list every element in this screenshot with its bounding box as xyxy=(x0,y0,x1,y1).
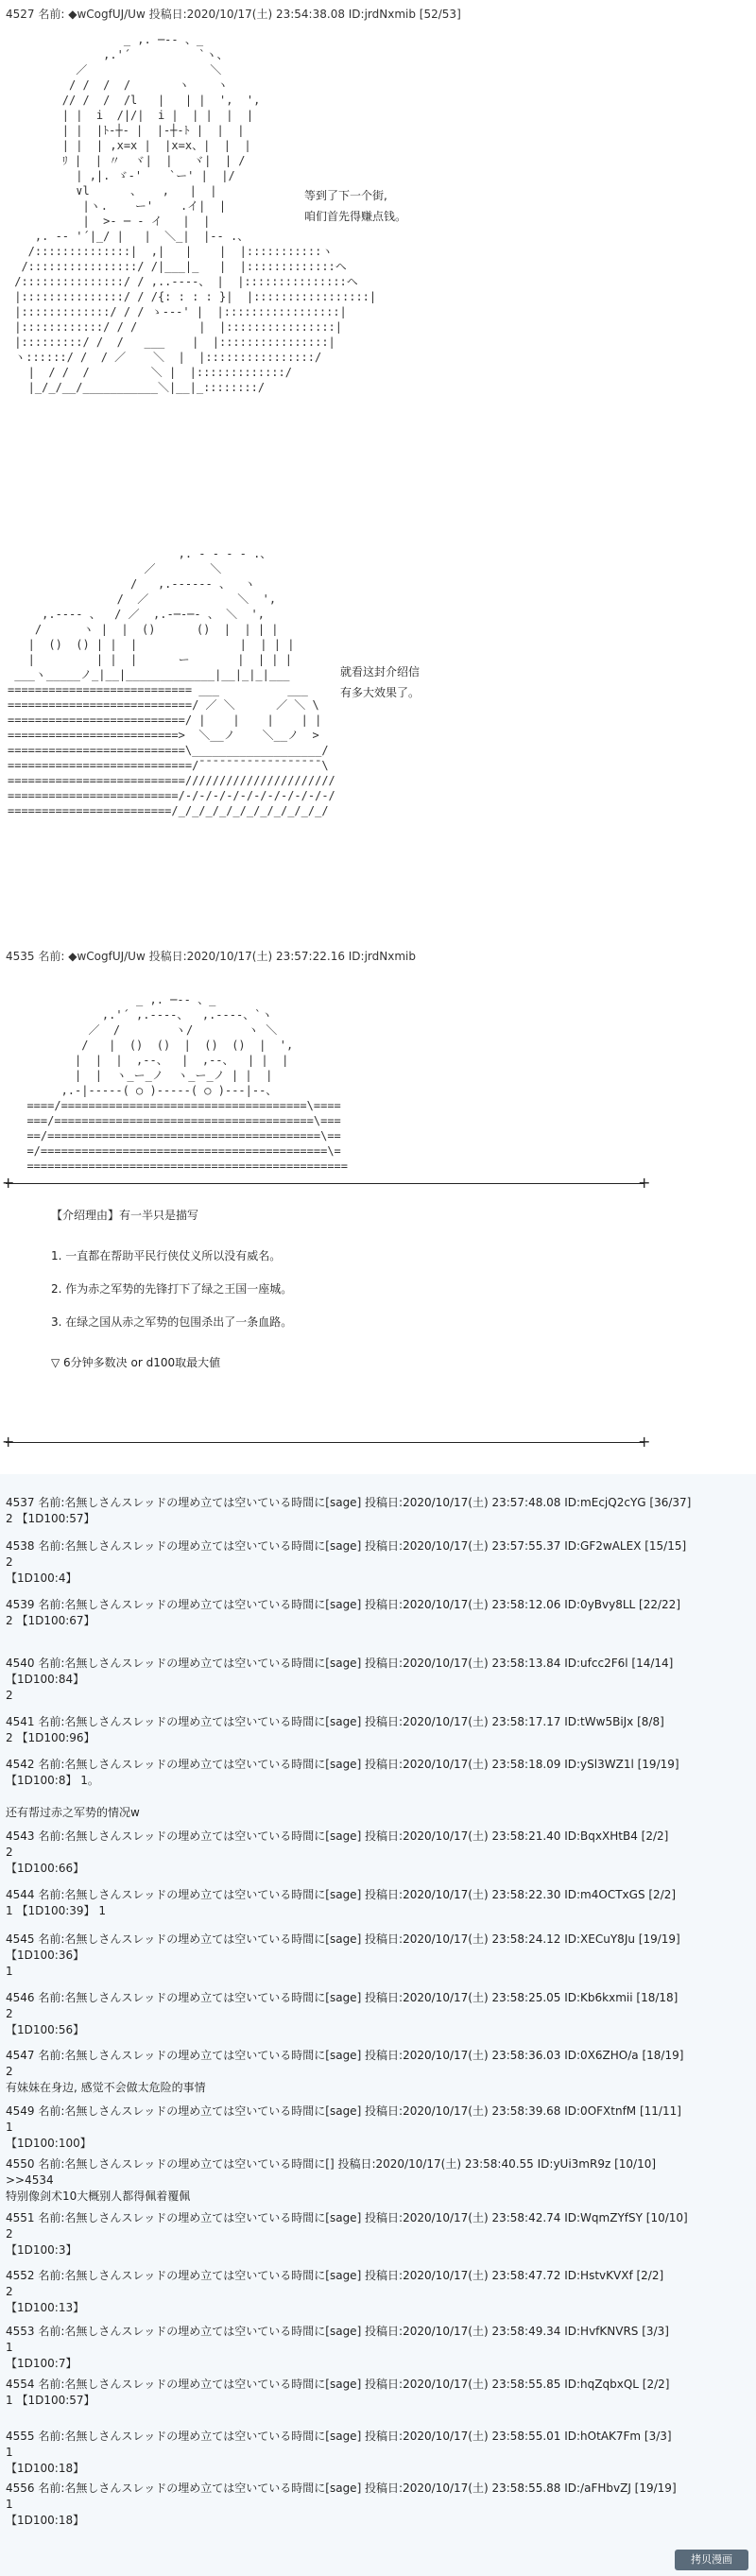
vote-reply-body-line: 【1D100:18】 xyxy=(6,2462,85,2475)
vote-reply-body-line: 1 xyxy=(6,2121,13,2134)
vote-reply xyxy=(6,1714,664,1746)
vote-reply xyxy=(6,1829,668,1877)
vote-reply-body-line: 1 【1D100:39】 1 xyxy=(6,1904,106,1917)
vote-reply-body-line: 【1D100:3】 xyxy=(6,2243,77,2257)
separator-plus-left: + xyxy=(2,1174,15,1192)
vote-reply-body-line: 还有帮过赤之军势的情况w xyxy=(6,1806,140,1819)
vote-reply-body-line: 2 xyxy=(6,2227,13,2241)
ascii-art-character-2: ,. - ‐ ‐ - .、 ／ ＼ / ,.‐‐‐‐‐- 、 ヽ / ／ ＼ ', ,.-‐‐- 、 / ／ ,.-─‐─- 、 ＼ ', / ヽ | | () () | | | | | () () | | | | | | | | | | | ー | | | | ___ヽ_____ノ_|__|_____________|__|_|_|___ =========================== ___ ___ ===========================/ ／ ＼ ／ ＼ \ ==========================/ | | | | | =========================> ＼__ノ ＼__ノ > ==========================\___________________/ ===========================/¯¯¯¯¯¯¯¯¯¯¯¯¯¯¯¯¯¯\ ==========================////////////////////// =========================/-/-/-/-/-/-/-/-/-/-/-/ ========================/_/_/_/_/_/_/_/_/_/_/_/ xyxy=(8,547,335,817)
vote-reply-body-line: 2 xyxy=(6,1689,13,1702)
vote-reply-body-line: 有妹妹在身边, 感觉不会做太危险的事情 xyxy=(6,2081,206,2094)
vote-reply-header: 4540 名前:名無しさんスレッドの埋め立ては空いている時間に[sage] 投稿日:2020/10/17(土) 23:58:13.84 ID:ufcc2F6l [14/14] xyxy=(6,1657,674,1670)
vote-option: 3. 在绿之国从赤之军势的包围杀出了一条血路。 xyxy=(51,1315,293,1329)
vote-reply-body-line: 【1D100:56】 xyxy=(6,2023,85,2036)
vote-reply xyxy=(6,2324,669,2372)
vote-reply-body-line: 2 xyxy=(6,2285,13,2298)
vote-reply xyxy=(6,1656,673,1704)
separator-plus-right: + xyxy=(638,1433,651,1451)
vote-reply-body-line: 【1D100:13】 xyxy=(6,2301,85,2314)
vote-reply xyxy=(6,2104,681,2152)
vote-reply-body-line: 1 xyxy=(6,1965,13,1978)
vote-reply-body-line: 2 【1D100:67】 xyxy=(6,1614,95,1627)
vote-box-footer: ▽ 6分钟多数决 or d100取最大値 xyxy=(51,1356,221,1369)
separator-line xyxy=(6,1183,644,1184)
vote-reply-header: 4537 名前:名無しさんスレッドの埋め立ては空いている時間に[sage] 投稿日:2020/10/17(土) 23:57:48.08 ID:mEcjQ2cYG [36/37] xyxy=(6,1496,692,1509)
vote-reply xyxy=(6,1932,680,1980)
vote-reply-body-line xyxy=(6,1789,679,1805)
separator-plus-left: + xyxy=(2,1433,15,1451)
post-header: 4527 名前: ◆wCogfUJ/Uw 投稿日:2020/10/17(土) 23:54:38.08 ID:jrdNxmib [52/53] xyxy=(6,8,461,21)
vote-reply xyxy=(6,1538,686,1587)
vote-reply-body-line: 2 xyxy=(6,1846,13,1859)
vote-reply xyxy=(6,2481,677,2529)
vote-reply-body-line: 2 xyxy=(6,2007,13,2020)
vote-reply-header: 4542 名前:名無しさんスレッドの埋め立ては空いている時間に[sage] 投稿日:2020/10/17(土) 23:58:18.09 ID:ySl3WZ1l [19/19] xyxy=(6,1758,679,1771)
vote-option: 1. 一直都在帮助平民行侠仗义所以没有威名。 xyxy=(51,1249,282,1262)
vote-reply-body-line: 【1D100:84】 xyxy=(6,1673,85,1686)
vote-reply-body-line: 2 xyxy=(6,2065,13,2078)
post-caption: 等到了下一个街, 咱们首先得赚点钱。 xyxy=(304,189,407,223)
vote-reply-header: 4546 名前:名無しさんスレッドの埋め立ては空いている時間に[sage] 投稿日:2020/10/17(土) 23:58:25.05 ID:Kb6kxmii [18/18] xyxy=(6,1991,679,2004)
vote-reply-body-line: 2 xyxy=(6,1555,13,1569)
vote-reply-header: 4550 名前:名無しさんスレッドの埋め立ては空いている時間に[] 投稿日:2020/10/17(土) 23:58:40.55 ID:yUi3mR9z [10/10] xyxy=(6,2157,657,2171)
vote-reply xyxy=(6,2156,656,2205)
vote-option: 2. 作为赤之军势的先锋打下了绿之王国一座城。 xyxy=(51,1282,293,1296)
post-caption: 就看这封介绍信 有多大效果了。 xyxy=(340,665,421,699)
post-header: 4535 名前: ◆wCogfUJ/Uw 投稿日:2020/10/17(土) 23:57:22.16 ID:jrdNxmib xyxy=(6,950,416,963)
vote-reply xyxy=(6,2210,688,2258)
vote-box xyxy=(51,1207,292,1370)
vote-reply-body-line: 特别像剑术10大概别人都得佩着覆佩 xyxy=(6,2190,191,2203)
ascii-art-character-1: _ ,. ─‐- 、_ ,.'´ `ヽ、 ／ ＼ / / / / ヽ ヽ // / / /l | | | ', ', | | i /|/| i | | | | | | | |ﾄ-┼- | |-┼‐ﾄ | | | | | | ,x=x | |x=x、| | | ﾘ | | 〃 ヾ| | ヾ| | / | ,|. ゞ-' `ー' | |/ ∨l 、 , | | |ヽ. ー' .イ| | | >‐ ─ ‐ イ | | ,. -‐ '´|_/ | | ＼_| |‐- .、 /::::::::::::::| ,| | | |:::::::::::ヽ /::::::::::::::::/ /|___|_ | |:::::::::::::ヘ /:::::::::::::::/ / ,..-‐‐-、 | |:::::::::::::::ヘ |:::::::::::::::/ / /{: : : : }| |:::::::::::::::::| |:::::::::::::/ / / ゝ-‐‐' | |:::::::::::::::::| |::::::::::::/ / / | |::::::::::::::::| |:::::::::/ / / ___ | |::::::::::::::::| ヽ::::::/ / / ／ ＼ | |::::::::::::::::/ | / / / ＼ | |:::::::::::::/ |_/_/__/___________＼|__|_::::::::/ xyxy=(14,33,377,394)
vote-reply-body-line: >>4534 xyxy=(6,2173,54,2187)
separator-plus-right: + xyxy=(638,1174,651,1192)
vote-reply xyxy=(6,2048,683,2096)
vote-reply-body-line: 1 【1D100:57】 xyxy=(6,2394,95,2407)
vote-box-title: 【介绍理由】有一半只是描写 xyxy=(51,1209,199,1222)
vote-reply-body-line: 1 xyxy=(6,2498,13,2511)
vote-reply-header: 4547 名前:名無しさんスレッドの埋め立ては空いている時間に[sage] 投稿日:2020/10/17(土) 23:58:36.03 ID:0X6ZHO/a [18/19] xyxy=(6,2049,684,2062)
vote-reply-header: 4552 名前:名無しさんスレッドの埋め立ては空いている時間に[sage] 投稿日:2020/10/17(土) 23:58:47.72 ID:HstvKVXf [2/2] xyxy=(6,2269,664,2282)
vote-reply xyxy=(6,2377,669,2409)
vote-reply-header: 4538 名前:名無しさんスレッドの埋め立ては空いている時間に[sage] 投稿日:2020/10/17(土) 23:57:55.37 ID:GF2wALEX [15/15] xyxy=(6,1539,687,1553)
vote-reply-header: 4551 名前:名無しさんスレッドの埋め立ては空いている時間に[sage] 投稿日:2020/10/17(土) 23:58:42.74 ID:WqmZYfSY [10/10] xyxy=(6,2211,688,2224)
vote-reply-header: 4555 名前:名無しさんスレッドの埋め立ては空いている時間に[sage] 投稿日:2020/10/17(土) 23:58:55.01 ID:hOtAK7Fm [3/3] xyxy=(6,2430,672,2443)
vote-reply-body-line: 2 【1D100:96】 xyxy=(6,1731,95,1744)
vote-reply xyxy=(6,1990,678,2038)
vote-reply-header: 4543 名前:名無しさんスレッドの埋め立ては空いている時間に[sage] 投稿日:2020/10/17(土) 23:58:21.40 ID:BqxXHtB4 [2/2] xyxy=(6,1829,669,1843)
vote-reply xyxy=(6,1597,680,1629)
vote-reply-body-line: 2 【1D100:57】 xyxy=(6,1512,95,1525)
ascii-art-character-3: _ ,. ─‐- 、_ ,.'´ ,.-‐‐-、 ,.-‐‐-、`ヽ ／ / ヽ/ ヽ ＼ / | () () | () () | ', | | | ,‐‐、 | ,‐‐、 | | | | | ヽ_ー_ノ ヽ_ー_ノ | | | ,.-|‐‐‐‐-( ○ )‐‐‐‐‐( ○ )‐‐‐|‐-、 ====/====================================\==== ===/======================================\=== ==/========================================\== =/==========================================\= =============================================== xyxy=(26,993,349,1173)
vote-reply xyxy=(6,1495,691,1527)
vote-reply-header: 4556 名前:名無しさんスレッドの埋め立ては空いている時間に[sage] 投稿日:2020/10/17(土) 23:58:55.88 ID:/aFHbvZJ [19/19] xyxy=(6,2482,677,2495)
vote-reply xyxy=(6,1887,676,1919)
vote-reply-header: 4541 名前:名無しさんスレッドの埋め立ては空いている時間に[sage] 投稿日:2020/10/17(土) 23:58:17.17 ID:tWw5BiJx [8/8] xyxy=(6,1715,664,1728)
vote-reply-header: 4545 名前:名無しさんスレッドの埋め立ては空いている時間に[sage] 投稿日:2020/10/17(土) 23:58:24.12 ID:XECuY8Ju [19/19] xyxy=(6,1932,680,1946)
vote-reply-body-line: 【1D100:36】 xyxy=(6,1949,85,1962)
vote-reply-body-line: 【1D100:18】 xyxy=(6,2514,85,2527)
watermark: 拷贝漫画 xyxy=(675,2550,748,2570)
vote-reply-header: 4549 名前:名無しさんスレッドの埋め立ては空いている時間に[sage] 投稿日:2020/10/17(土) 23:58:39.68 ID:0OFXtnfM [11/11] xyxy=(6,2104,681,2118)
vote-reply-body-line: 【1D100:100】 xyxy=(6,2137,92,2150)
vote-reply xyxy=(6,2429,672,2477)
vote-reply-body-line: 1 xyxy=(6,2446,13,2459)
vote-reply-body-line: 【1D100:4】 xyxy=(6,1571,77,1585)
vote-reply-body-line: 1 xyxy=(6,2341,13,2354)
vote-reply-header: 4553 名前:名無しさんスレッドの埋め立ては空いている時間に[sage] 投稿日:2020/10/17(土) 23:58:49.34 ID:HvfKNVRS [3/3] xyxy=(6,2325,669,2338)
vote-reply-body-line: 【1D100:66】 xyxy=(6,1862,85,1875)
vote-reply-body-line: 【1D100:7】 xyxy=(6,2357,77,2370)
vote-reply-header: 4554 名前:名無しさんスレッドの埋め立ては空いている時間に[sage] 投稿日:2020/10/17(土) 23:58:55.85 ID:hqZqbxQL [2/2] xyxy=(6,2378,670,2391)
vote-reply xyxy=(6,1757,679,1821)
vote-reply-header: 4539 名前:名無しさんスレッドの埋め立ては空いている時間に[sage] 投稿日:2020/10/17(土) 23:58:12.06 ID:0yBvy8LL [22/22] xyxy=(6,1598,680,1611)
vote-reply xyxy=(6,2268,663,2316)
vote-reply-body-line: 【1D100:8】 1。 xyxy=(6,1774,99,1787)
separator-line xyxy=(6,1442,644,1443)
vote-reply-header: 4544 名前:名無しさんスレッドの埋め立ては空いている時間に[sage] 投稿日:2020/10/17(土) 23:58:22.30 ID:m4OCTxGS [2/2] xyxy=(6,1888,677,1901)
